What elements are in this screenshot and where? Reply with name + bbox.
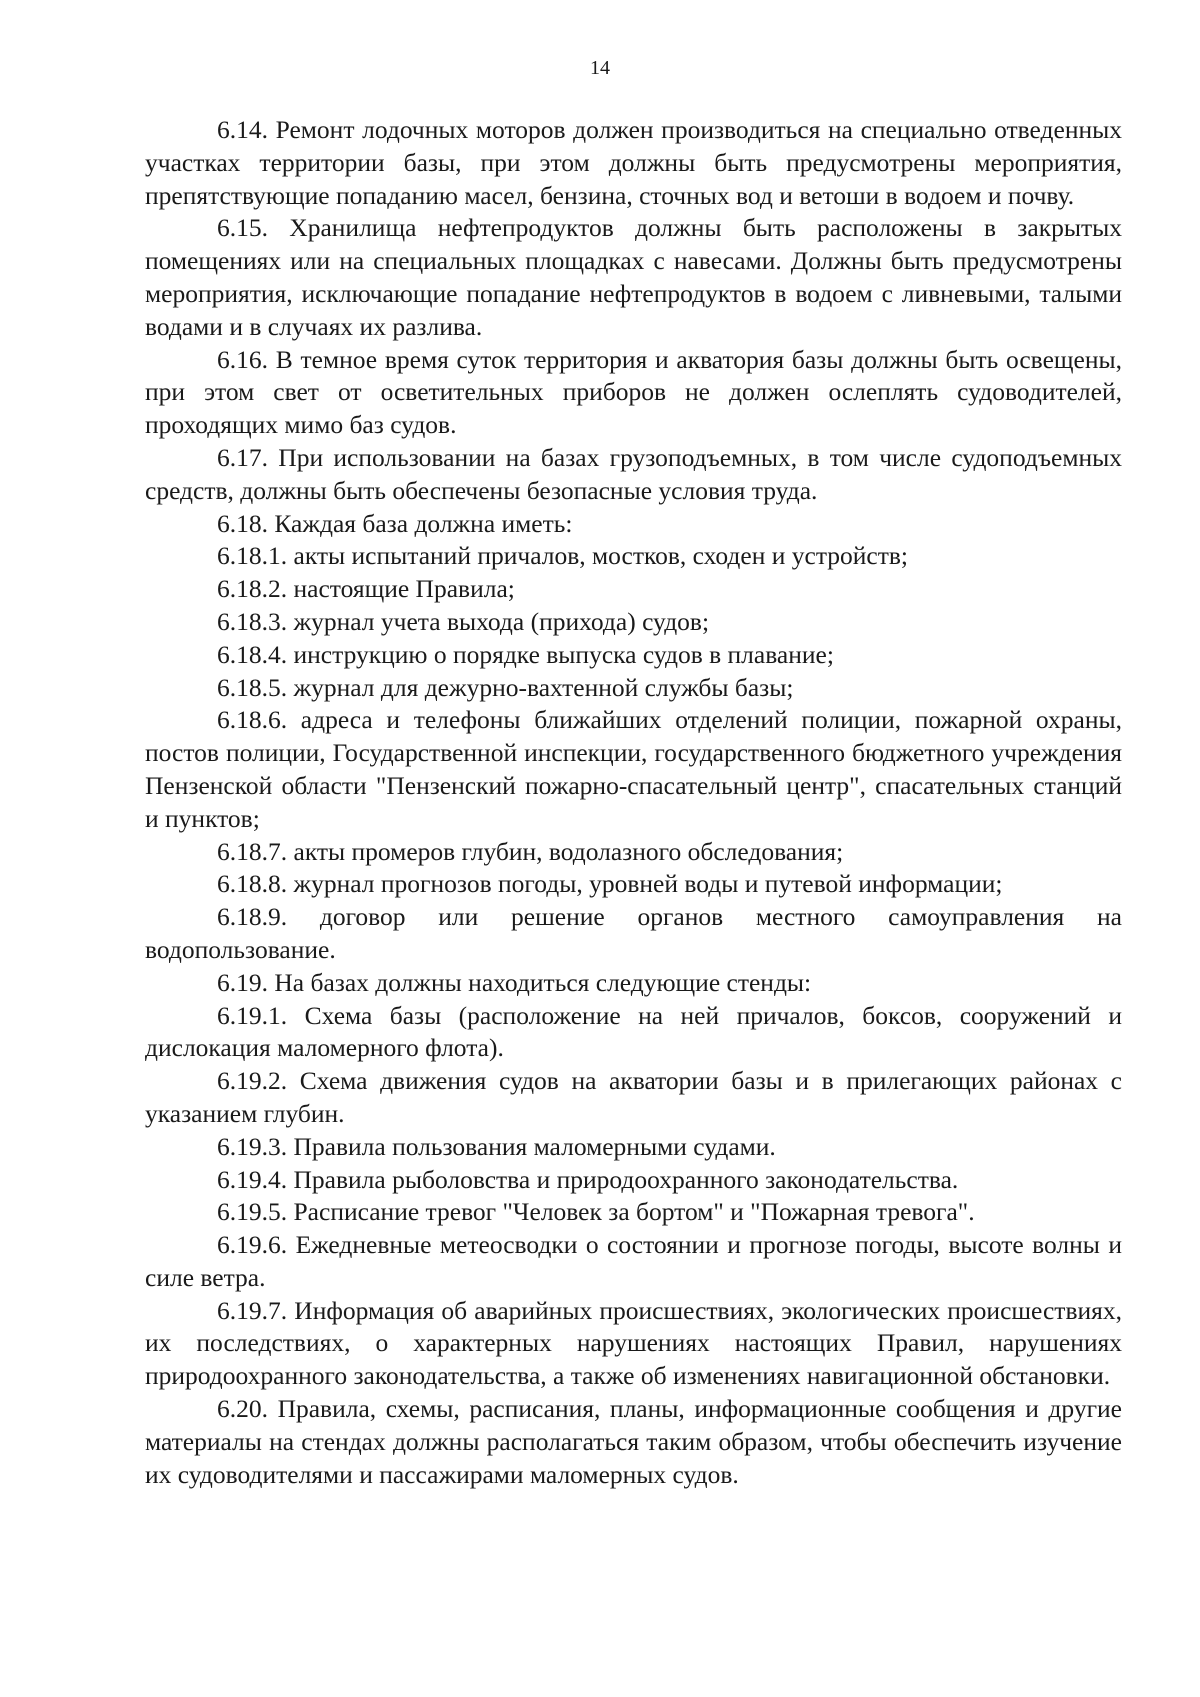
paragraph-6-19-4: 6.19.4. Правила рыболовства и природоохранного законодательства. [217, 1164, 959, 1194]
paragraph-6-18-5: 6.18.5. журнал для дежурно-вахтенной службы базы; [217, 672, 794, 702]
paragraph-6-18-7: 6.18.7. акты промеров глубин, водолазного обследования; [217, 836, 844, 866]
paragraph-6-19-6: 6.19.6. Ежедневные метеосводки о состоянии и прогнозе погоды, высоте волны и силе ветра. [145, 1230, 1122, 1292]
paragraph-6-19-7: 6.19.7. Информация об аварийных происшествиях, экологических происшествиях, их последствиях, о характерных нарушениях настоящих Правил, нарушениях природоохранного законодательства, а также об изменениях навигационной обстановки. [145, 1295, 1122, 1391]
paragraph-6-19-5: 6.19.5. Расписание тревог "Человек за бортом" и "Пожарная тревога". [217, 1197, 975, 1227]
paragraph-6-19-3: 6.19.3. Правила пользования маломерными судами. [217, 1131, 776, 1161]
paragraph-6-15: 6.15. Хранилища нефтепродуктов должны быть расположены в закрытых помещениях или на специальных площадках с навесами. Должны быть предусмотрены мероприятия, исключающие попадание нефтепродуктов в водоем с ливневыми, талыми водами и в случаях их разлива. [145, 213, 1122, 341]
paragraph-6-18-4: 6.18.4. инструкцию о порядке выпуска судов в плавание; [217, 639, 834, 669]
paragraph-6-20: 6.20. Правила, схемы, расписания, планы, информационные сообщения и другие материалы на стендах должны располагаться таким образом, чтобы обеспечить изучение их судоводителями и пассажирами маломерных судов. [145, 1394, 1122, 1489]
paragraph-6-19: 6.19. На базах должны находиться следующие стенды: [217, 967, 812, 997]
paragraph-6-18: 6.18. Каждая база должна иметь: [217, 508, 573, 538]
paragraph-6-19-1: 6.19.1. Схема базы (расположение на ней причалов, боксов, сооружений и дислокация маломерного флота). [145, 1000, 1122, 1063]
document-body [145, 114, 1122, 1491]
paragraph-6-19-2: 6.19.2. Схема движения судов на акватории базы и в прилегающих районах с указанием глубин. [145, 1066, 1122, 1128]
paragraph-6-18-2: 6.18.2. настоящие Правила; [217, 574, 515, 604]
paragraph-6-18-9: 6.18.9. договор или решение органов местного самоуправления на водопользование. [145, 902, 1122, 964]
paragraph-6-18-1: 6.18.1. акты испытаний причалов, мостков, сходен и устройств; [217, 541, 909, 571]
paragraph-6-18-6: 6.18.6. адреса и телефоны ближайших отделений полиции, пожарной охраны, постов полиции, Государственной инспекции, государственного бюджетного учреждения Пензенской области "Пензенский пожарно-спасательный центр", спасательных станций и пунктов; [145, 705, 1122, 833]
paragraph-6-17: 6.17. При использовании на базах грузоподъемных, в том числе судоподъемных средств, должны быть обеспечены безопасные условия труда. [145, 442, 1122, 505]
paragraph-6-18-8: 6.18.8. журнал прогнозов погоды, уровней воды и путевой информации; [217, 869, 1003, 899]
page-number: 14 [590, 57, 610, 79]
paragraph-6-18-3: 6.18.3. журнал учета выхода (прихода) судов; [217, 606, 710, 636]
paragraph-6-16: 6.16. В темное время суток территория и акватория базы должны быть освещены, при этом свет от осветительных приборов не должен ослеплять судоводителей, проходящих мимо баз судов. [145, 344, 1122, 440]
paragraph-6-14: 6.14. Ремонт лодочных моторов должен производиться на специально отведенных участках территории базы, при этом должны быть предусмотрены мероприятия, препятствующие попаданию масел, бензина, сточных вод и ветоши в водоем и почву. [145, 115, 1122, 210]
